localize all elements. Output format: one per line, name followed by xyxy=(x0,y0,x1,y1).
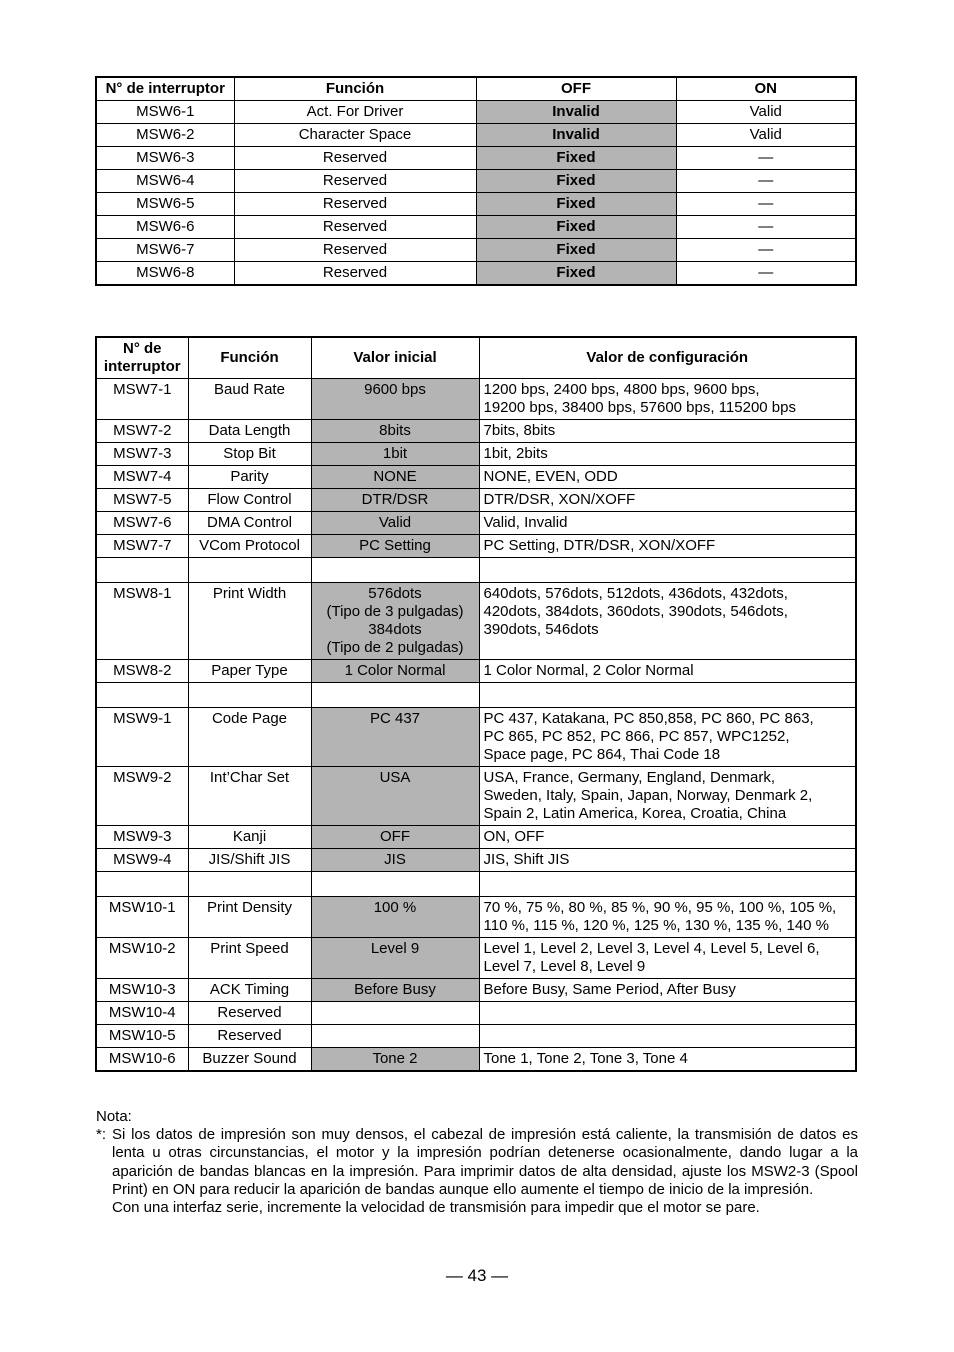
cell-initial-value: Level 9 xyxy=(311,938,479,979)
spacer-cell xyxy=(188,558,311,583)
cell-initial-value: Tone 2 xyxy=(311,1048,479,1072)
cell-setting-values: Level 1, Level 2, Level 3, Level 4, Level 5, Level 6, Level 7, Level 8, Level 9 xyxy=(479,938,856,979)
cell-switch-no: MSW7-3 xyxy=(96,443,188,466)
table-row xyxy=(96,708,856,767)
cell-setting-values: NONE, EVEN, ODD xyxy=(479,466,856,489)
table-row xyxy=(96,897,856,938)
table-row xyxy=(96,420,856,443)
table-row xyxy=(96,849,856,872)
cell-function: Reserved xyxy=(234,216,476,239)
table-row xyxy=(96,938,856,979)
cell-on: — xyxy=(676,216,856,239)
cell-setting-values: PC 437, Katakana, PC 850,858, PC 860, PC 863, PC 865, PC 852, PC 866, PC 857, WPC1252, Space page, PC 864, Thai Code 18 xyxy=(479,708,856,767)
note-item xyxy=(96,1126,858,1199)
cell-switch-no: MSW9-1 xyxy=(96,708,188,767)
cell-initial-value: USA xyxy=(311,767,479,826)
cell-function: Print Width xyxy=(188,583,311,660)
table-row xyxy=(96,262,856,286)
cell-function: Data Length xyxy=(188,420,311,443)
cell-switch-no: MSW6-3 xyxy=(96,147,234,170)
cell-function: Paper Type xyxy=(188,660,311,683)
cell-function: DMA Control xyxy=(188,512,311,535)
cell-on: — xyxy=(676,193,856,216)
notes-heading: Nota: xyxy=(96,1108,132,1125)
spacer-cell xyxy=(96,683,188,708)
cell-switch-no: MSW10-2 xyxy=(96,938,188,979)
cell-setting-values xyxy=(479,1002,856,1025)
cell-switch-no: MSW7-5 xyxy=(96,489,188,512)
cell-switch-no: MSW7-6 xyxy=(96,512,188,535)
header-off: OFF xyxy=(476,77,676,101)
cell-function: VCom Protocol xyxy=(188,535,311,558)
spacer-cell xyxy=(96,872,188,897)
table-row xyxy=(96,239,856,262)
spacer-row xyxy=(96,872,856,897)
spacer-cell xyxy=(311,558,479,583)
cell-function: Flow Control xyxy=(188,489,311,512)
cell-on: — xyxy=(676,170,856,193)
cell-initial-value: 100 % xyxy=(311,897,479,938)
cell-initial-value: JIS xyxy=(311,849,479,872)
cell-setting-values: 1 Color Normal, 2 Color Normal xyxy=(479,660,856,683)
cell-function: Int’Char Set xyxy=(188,767,311,826)
cell-switch-no: MSW10-3 xyxy=(96,979,188,1002)
cell-function: Parity xyxy=(188,466,311,489)
cell-switch-no: MSW6-6 xyxy=(96,216,234,239)
cell-off: Fixed xyxy=(476,147,676,170)
msw6-table xyxy=(95,76,857,286)
table-row xyxy=(96,583,856,660)
table-row xyxy=(96,379,856,420)
cell-on: Valid xyxy=(676,124,856,147)
table-row xyxy=(96,466,856,489)
note-paragraph-2: Con una interfaz serie, incremente la velocidad de transmisión para impedir que el motor se pare. xyxy=(112,1199,760,1217)
cell-initial-value: 576dots (Tipo de 3 pulgadas) 384dots (Tipo de 2 pulgadas) xyxy=(311,583,479,660)
cell-function: Reserved xyxy=(234,170,476,193)
cell-switch-no: MSW8-1 xyxy=(96,583,188,660)
header-initial-value: Valor inicial xyxy=(311,337,479,379)
cell-setting-values: PC Setting, DTR/DSR, XON/XOFF xyxy=(479,535,856,558)
cell-on: Valid xyxy=(676,101,856,124)
cell-switch-no: MSW10-6 xyxy=(96,1048,188,1072)
cell-switch-no: MSW9-2 xyxy=(96,767,188,826)
cell-off: Fixed xyxy=(476,216,676,239)
cell-off: Fixed xyxy=(476,262,676,286)
table-row xyxy=(96,193,856,216)
cell-function: JIS/Shift JIS xyxy=(188,849,311,872)
cell-switch-no: MSW7-1 xyxy=(96,379,188,420)
cell-function: Kanji xyxy=(188,826,311,849)
table-row xyxy=(96,1025,856,1048)
cell-function: Reserved xyxy=(234,262,476,286)
cell-switch-no: MSW6-8 xyxy=(96,262,234,286)
cell-on: — xyxy=(676,147,856,170)
cell-initial-value: 1bit xyxy=(311,443,479,466)
header-on: ON xyxy=(676,77,856,101)
note-asterisk: *: xyxy=(96,1126,107,1144)
table-row xyxy=(96,1002,856,1025)
cell-initial-value: Valid xyxy=(311,512,479,535)
cell-initial-value: PC Setting xyxy=(311,535,479,558)
cell-on: — xyxy=(676,262,856,286)
cell-initial-value: NONE xyxy=(311,466,479,489)
cell-setting-values: ON, OFF xyxy=(479,826,856,849)
msw7-10-table xyxy=(95,336,857,1072)
spacer-cell xyxy=(188,683,311,708)
cell-off: Fixed xyxy=(476,239,676,262)
table-row xyxy=(96,170,856,193)
cell-switch-no: MSW10-5 xyxy=(96,1025,188,1048)
table-row xyxy=(96,826,856,849)
cell-function: Print Speed xyxy=(188,938,311,979)
cell-initial-value: OFF xyxy=(311,826,479,849)
cell-setting-values: 640dots, 576dots, 512dots, 436dots, 432dots, 420dots, 384dots, 360dots, 390dots, 546dots, 390dots, 546dots xyxy=(479,583,856,660)
cell-setting-values: Valid, Invalid xyxy=(479,512,856,535)
cell-off: Invalid xyxy=(476,101,676,124)
page-number: — 43 — xyxy=(445,1266,509,1285)
cell-function: Character Space xyxy=(234,124,476,147)
table-row xyxy=(96,1048,856,1072)
table-row xyxy=(96,147,856,170)
cell-off: Invalid xyxy=(476,124,676,147)
header-switch-no-text: N° de interruptor xyxy=(103,340,181,375)
table-row xyxy=(96,660,856,683)
cell-switch-no: MSW6-4 xyxy=(96,170,234,193)
cell-initial-value xyxy=(311,1002,479,1025)
cell-switch-no: MSW6-1 xyxy=(96,101,234,124)
cell-function: Code Page xyxy=(188,708,311,767)
cell-switch-no: MSW10-4 xyxy=(96,1002,188,1025)
table-row xyxy=(96,443,856,466)
cell-setting-values: Before Busy, Same Period, After Busy xyxy=(479,979,856,1002)
cell-function: Print Density xyxy=(188,897,311,938)
header-setting-values: Valor de configuración xyxy=(479,337,856,379)
cell-setting-values: Tone 1, Tone 2, Tone 3, Tone 4 xyxy=(479,1048,856,1072)
table-header-row xyxy=(96,337,856,379)
cell-setting-values: JIS, Shift JIS xyxy=(479,849,856,872)
msw7-10-table-body xyxy=(96,379,856,1072)
cell-function: Reserved xyxy=(234,147,476,170)
cell-switch-no: MSW8-2 xyxy=(96,660,188,683)
cell-initial-value: 9600 bps xyxy=(311,379,479,420)
cell-off: Fixed xyxy=(476,193,676,216)
cell-initial-value: 8bits xyxy=(311,420,479,443)
spacer-cell xyxy=(311,683,479,708)
table-row xyxy=(96,489,856,512)
spacer-cell xyxy=(96,558,188,583)
cell-switch-no: MSW6-7 xyxy=(96,239,234,262)
spacer-cell xyxy=(479,558,856,583)
spacer-row xyxy=(96,683,856,708)
cell-switch-no: MSW7-7 xyxy=(96,535,188,558)
spacer-cell xyxy=(479,683,856,708)
table-row xyxy=(96,535,856,558)
cell-switch-no: MSW6-2 xyxy=(96,124,234,147)
header-switch-no: N° de interruptor xyxy=(96,77,234,101)
cell-off: Fixed xyxy=(476,170,676,193)
cell-function: Act. For Driver xyxy=(234,101,476,124)
cell-initial-value: PC 437 xyxy=(311,708,479,767)
cell-initial-value: 1 Color Normal xyxy=(311,660,479,683)
cell-setting-values: 1200 bps, 2400 bps, 4800 bps, 9600 bps, 19200 bps, 38400 bps, 57600 bps, 115200 bps xyxy=(479,379,856,420)
header-function: Función xyxy=(234,77,476,101)
cell-function: Reserved xyxy=(188,1002,311,1025)
cell-switch-no: MSW9-3 xyxy=(96,826,188,849)
table-row xyxy=(96,979,856,1002)
cell-function: Baud Rate xyxy=(188,379,311,420)
note-paragraph-1: Si los datos de impresión son muy densos, el cabezal de impresión está caliente, la transmisión de datos es lenta u otras circunstancias, el motor y la impresión podrían detenerse ocasionalmente, dando lugar a la aparición de bandas blancas en la impresión. Para imprimir datos de alta densidad, ajuste los MSW2-3 (Spool Print) en ON para reducir la aparición de bandas aunque ello aumente el tiempo de inicio de la impresión. xyxy=(112,1126,858,1198)
cell-setting-values: USA, France, Germany, England, Denmark, Sweden, Italy, Spain, Japan, Norway, Denmark 2, Spain 2, Latin America, Korea, Croatia, China xyxy=(479,767,856,826)
cell-function: ACK Timing xyxy=(188,979,311,1002)
table-row xyxy=(96,767,856,826)
cell-function: Reserved xyxy=(234,193,476,216)
cell-switch-no: MSW10-1 xyxy=(96,897,188,938)
cell-switch-no: MSW7-4 xyxy=(96,466,188,489)
cell-function: Reserved xyxy=(188,1025,311,1048)
cell-switch-no: MSW6-5 xyxy=(96,193,234,216)
table-row xyxy=(96,124,856,147)
header-switch-no xyxy=(96,337,188,379)
cell-initial-value xyxy=(311,1025,479,1048)
msw6-table-body xyxy=(96,101,856,286)
table-row xyxy=(96,216,856,239)
cell-function: Reserved xyxy=(234,239,476,262)
spacer-cell xyxy=(188,872,311,897)
cell-initial-value: DTR/DSR xyxy=(311,489,479,512)
spacer-cell xyxy=(479,872,856,897)
cell-initial-value: Before Busy xyxy=(311,979,479,1002)
table-row xyxy=(96,101,856,124)
notes-section xyxy=(96,1108,858,1217)
cell-function: Buzzer Sound xyxy=(188,1048,311,1072)
cell-setting-values: DTR/DSR, XON/XOFF xyxy=(479,489,856,512)
table-header-row xyxy=(96,77,856,101)
cell-on: — xyxy=(676,239,856,262)
cell-switch-no: MSW7-2 xyxy=(96,420,188,443)
cell-switch-no: MSW9-4 xyxy=(96,849,188,872)
cell-setting-values: 7bits, 8bits xyxy=(479,420,856,443)
spacer-cell xyxy=(311,872,479,897)
cell-setting-values xyxy=(479,1025,856,1048)
header-function: Función xyxy=(188,337,311,379)
table-row xyxy=(96,512,856,535)
cell-function: Stop Bit xyxy=(188,443,311,466)
cell-setting-values: 70 %, 75 %, 80 %, 85 %, 90 %, 95 %, 100 %, 105 %, 110 %, 115 %, 120 %, 125 %, 130 %, 135 %, 140 % xyxy=(479,897,856,938)
cell-setting-values: 1bit, 2bits xyxy=(479,443,856,466)
spacer-row xyxy=(96,558,856,583)
